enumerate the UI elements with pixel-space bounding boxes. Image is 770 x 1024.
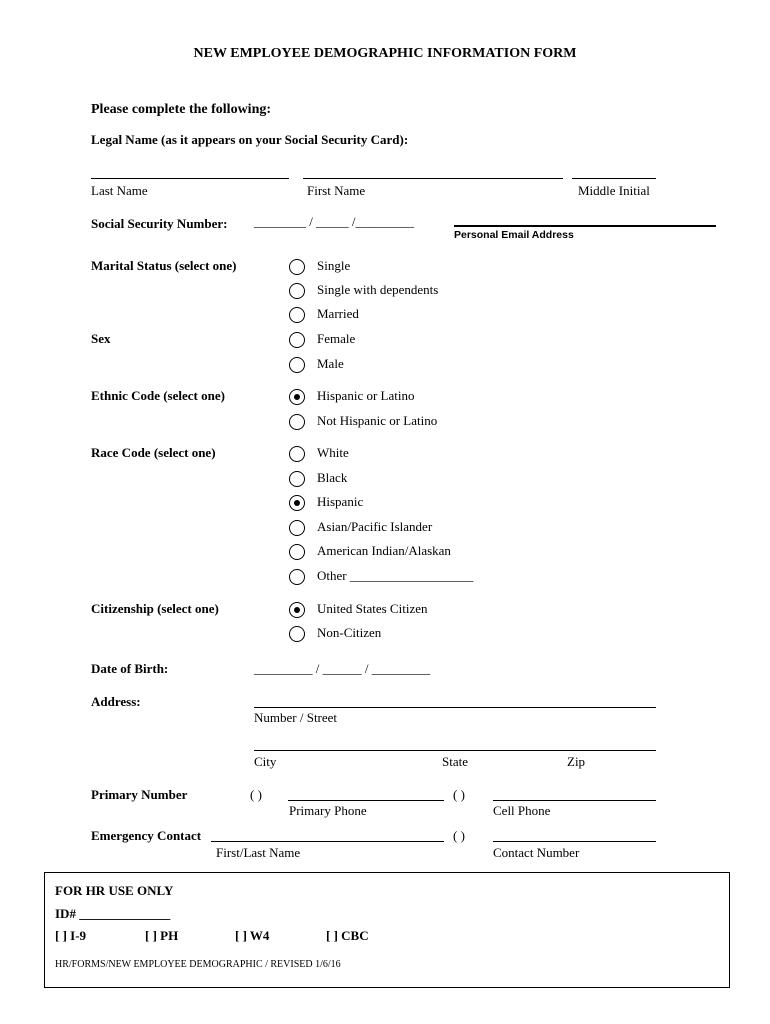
ssn-label: Social Security Number: [91,216,228,231]
middle-initial-label: Middle Initial [578,183,650,198]
race-radio-0[interactable] [289,446,305,462]
primary-number-label: Primary Number [91,787,188,802]
sex-radio-0[interactable] [289,332,305,348]
state-label: State [442,754,468,769]
citizenship-label: Citizenship (select one) [91,601,219,616]
cell-phone-field[interactable] [493,800,656,801]
first-name-field[interactable] [303,178,563,179]
sex-radio-1[interactable] [289,357,305,373]
citizenship-option-label: Non-Citizen [317,625,382,640]
primary-phone-label: Primary Phone [289,803,367,818]
ethnic-radio-1[interactable] [289,414,305,430]
street-field[interactable] [254,707,656,708]
legal-name-heading: Legal Name (as it appears on your Social Security Card): [91,132,409,147]
city-state-zip-field[interactable] [254,750,656,751]
city-label: City [254,754,277,769]
race-option-label: Other ___________________ [317,568,474,583]
marital-radio-1[interactable] [289,283,305,299]
sex-option-label: Female [317,331,356,346]
cell-phone-paren: ( ) [453,787,465,802]
ethnic-option-label: Not Hispanic or Latino [317,413,438,428]
cell-phone-label: Cell Phone [493,803,551,818]
instructions: Please complete the following: [91,102,272,117]
marital-status-label: Marital Status (select one) [91,258,237,273]
emergency-name-label: First/Last Name [216,845,301,860]
primary-phone-field[interactable] [288,800,444,801]
marital-option-label: Single with dependents [317,282,439,297]
race-radio-3[interactable] [289,520,305,536]
form-revision-footer: HR/FORMS/NEW EMPLOYEE DEMOGRAPHIC / REVISED 1/6/16 [55,959,341,970]
marital-option-label: Married [317,306,359,321]
race-radio-2[interactable] [289,495,305,511]
emergency-name-field[interactable] [211,841,444,842]
race-option-label: Asian/Pacific Islander [317,519,433,534]
race-option-label: Hispanic [317,494,364,509]
hr-check-w4[interactable]: [ ] W4 [235,928,270,943]
citizenship-option-label: United States Citizen [317,601,428,616]
address-label: Address: [91,694,141,709]
form-title: NEW EMPLOYEE DEMOGRAPHIC INFORMATION FORM [193,46,577,61]
email-field[interactable] [454,225,716,227]
race-radio-4[interactable] [289,544,305,560]
hr-heading: FOR HR USE ONLY [55,883,174,898]
hr-check-i9[interactable]: [ ] I-9 [55,928,87,943]
hr-check-cbc[interactable]: [ ] CBC [326,928,369,943]
marital-radio-2[interactable] [289,307,305,323]
emergency-contact-label: Emergency Contact [91,828,202,843]
middle-initial-field[interactable] [572,178,656,179]
emergency-number-field[interactable] [493,841,656,842]
race-radio-1[interactable] [289,471,305,487]
dob-label: Date of Birth: [91,661,169,676]
ethnic-code-label: Ethnic Code (select one) [91,388,225,403]
race-option-label: American Indian/Alaskan [317,543,451,558]
marital-option-label: Single [317,258,351,273]
ssn-field[interactable]: ________ / _____ /_________ [254,214,414,229]
hr-id-field[interactable]: ID# ______________ [55,906,171,921]
citizenship-radio-0[interactable] [289,602,305,618]
street-label: Number / Street [254,710,338,725]
hr-check-ph[interactable]: [ ] PH [145,928,179,943]
sex-label: Sex [91,331,111,346]
emergency-number-label: Contact Number [493,845,580,860]
race-radio-5[interactable] [289,569,305,585]
marital-radio-0[interactable] [289,259,305,275]
primary-phone-paren: ( ) [250,787,262,802]
citizenship-radio-1[interactable] [289,626,305,642]
zip-label: Zip [567,754,586,769]
race-code-label: Race Code (select one) [91,445,216,460]
race-option-label: White [317,445,349,460]
emergency-phone-paren: ( ) [453,828,465,843]
ethnic-option-label: Hispanic or Latino [317,388,415,403]
sex-option-label: Male [317,356,344,371]
last-name-field[interactable] [91,178,289,179]
first-name-label: First Name [307,183,366,198]
ethnic-radio-0[interactable] [289,389,305,405]
email-label: Personal Email Address [454,229,574,241]
last-name-label: Last Name [91,183,148,198]
race-option-label: Black [317,470,348,485]
dob-field[interactable]: _________ / ______ / _________ [254,661,431,676]
